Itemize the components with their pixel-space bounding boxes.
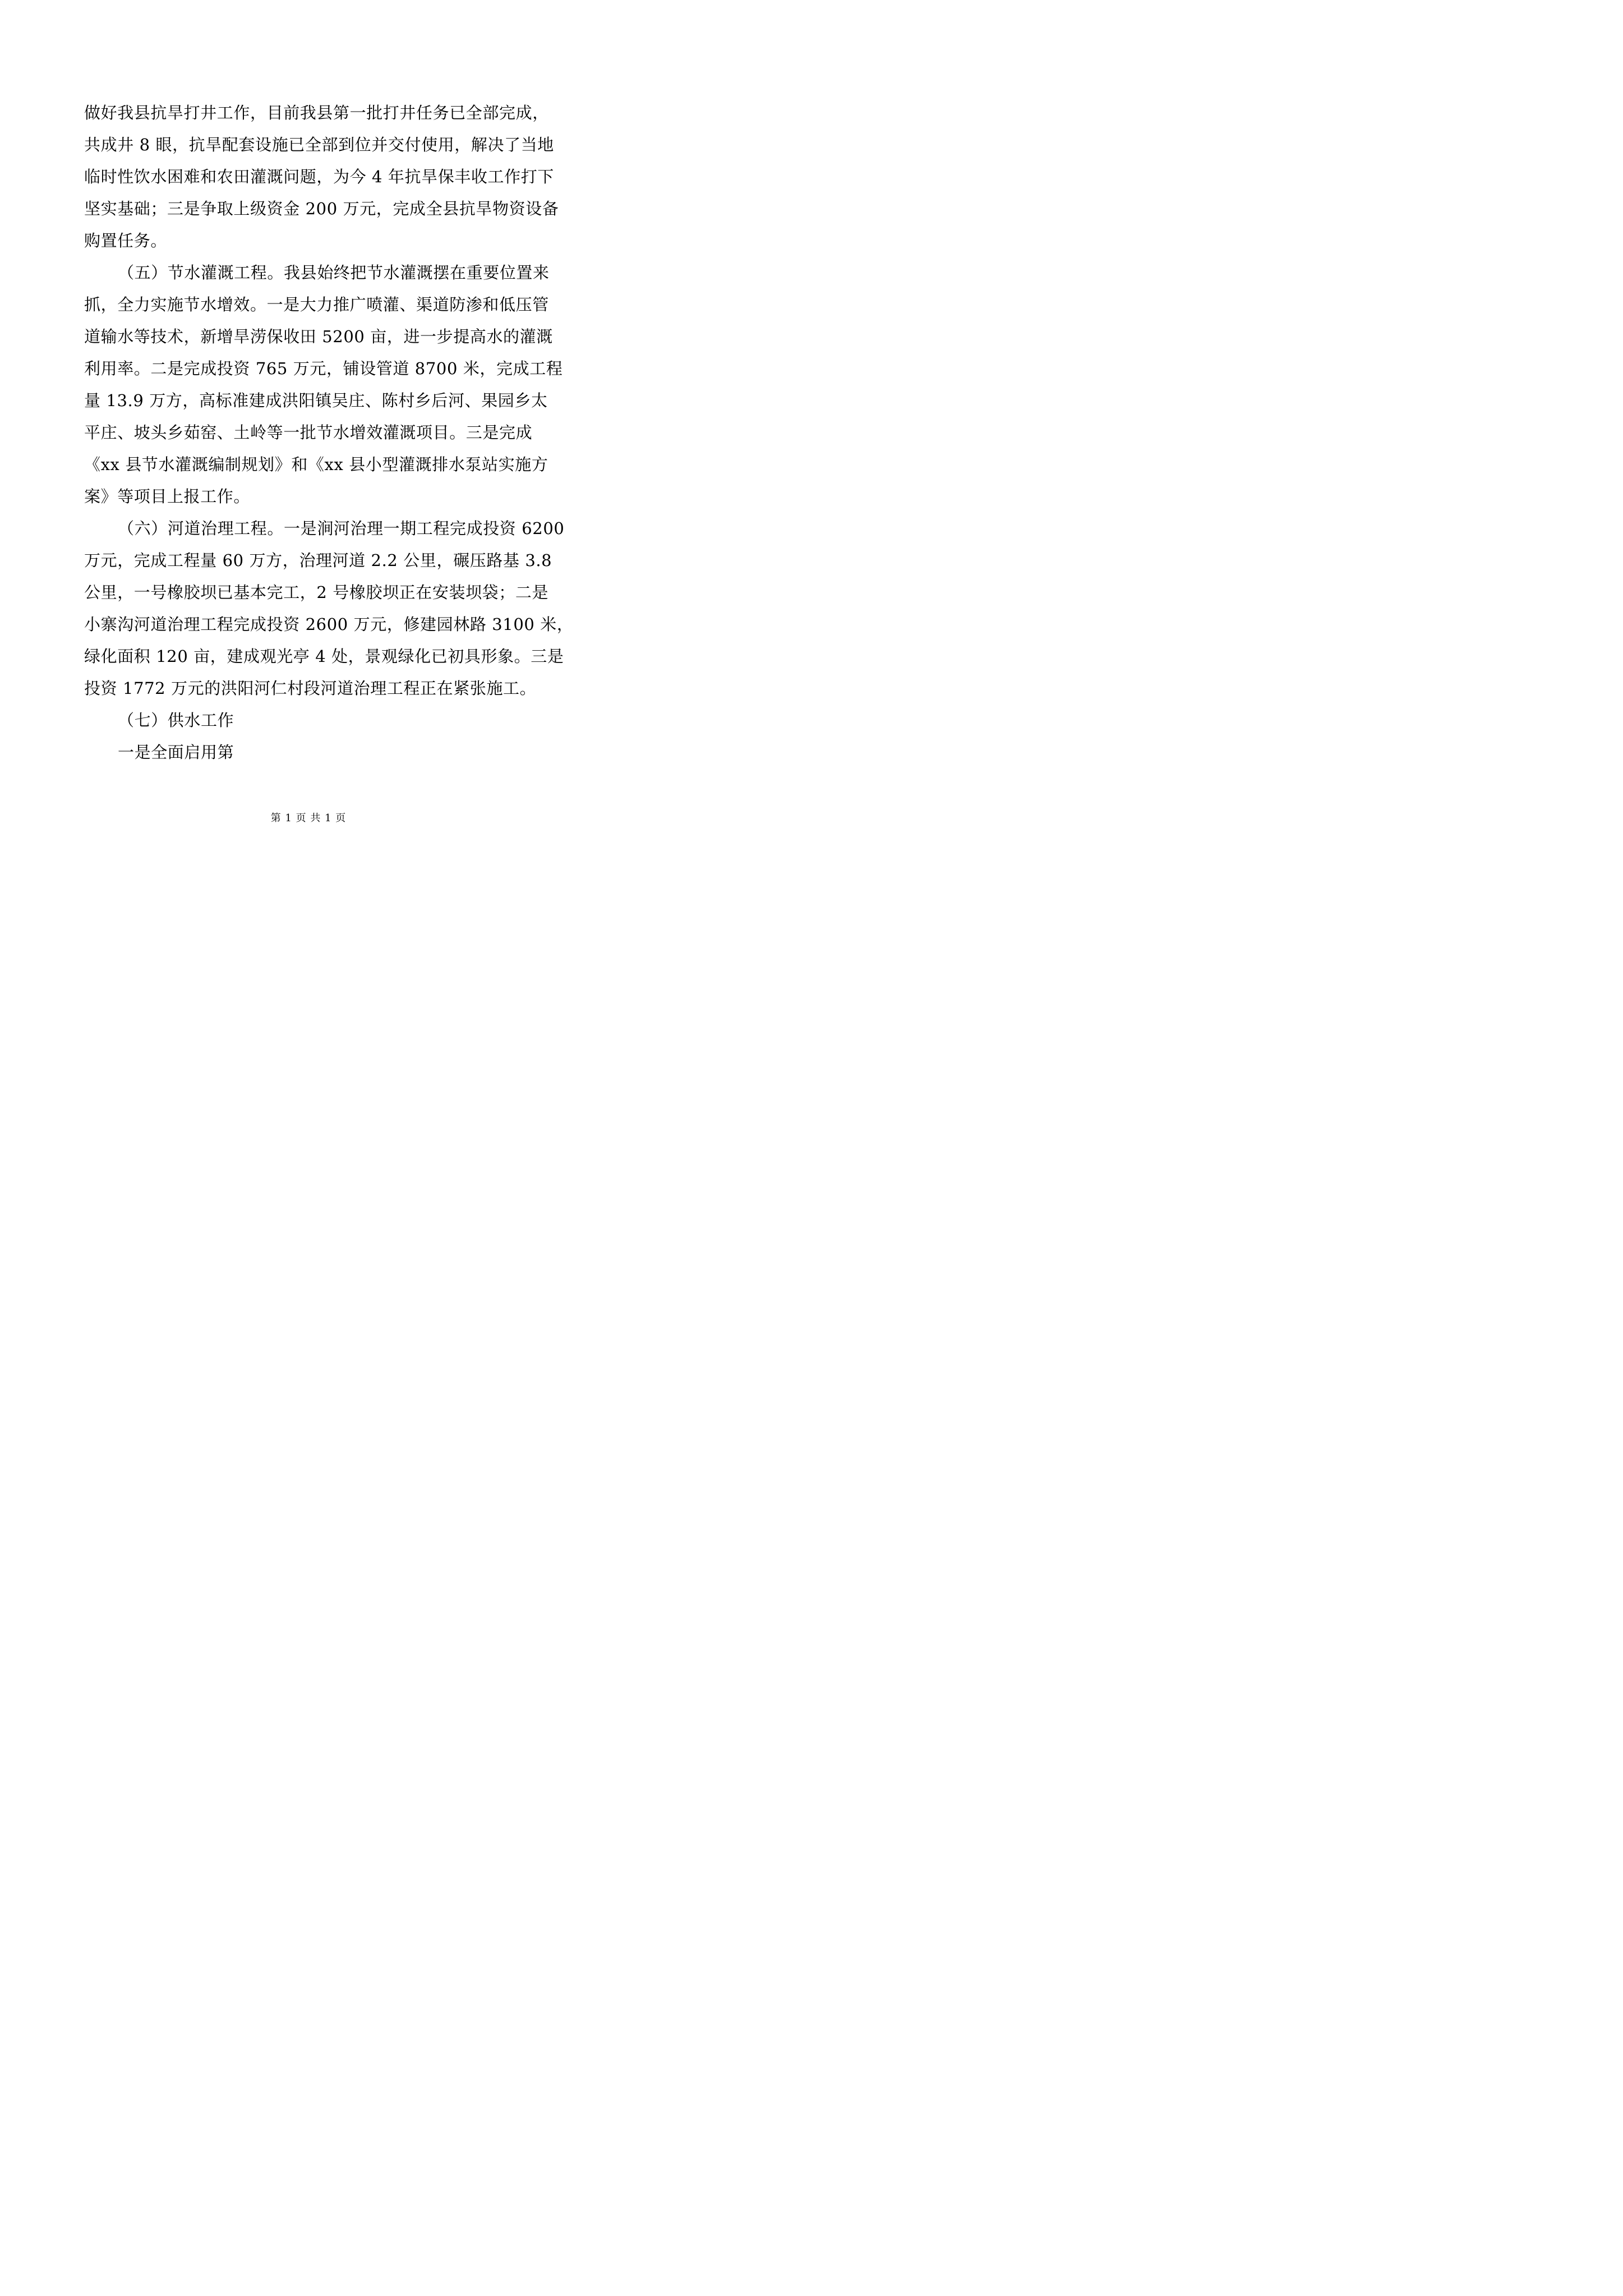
text-line: 抓，全力实施节水增效。一是大力推广喷灌、渠道防渗和低压管	[84, 295, 549, 314]
body-text	[84, 97, 574, 769]
text-line: 做好我县抗旱打井工作，目前我县第一批打井任务已全部完成，	[84, 103, 549, 122]
text-line: 案》等项目上报工作。	[84, 487, 251, 506]
text-line: 平庄、坡头乡茹窑、土岭等一批节水增效灌溉项目。三是完成	[84, 423, 533, 442]
page-number-footer: 第 1 页 共 1 页	[270, 812, 347, 824]
text-line: 临时性饮水困难和农田灌溉问题，为今 4 年抗旱保丰收工作打下	[84, 167, 554, 186]
document-page	[0, 0, 617, 873]
text-line: 投资 1772 万元的洪阳河仁村段河道治理工程正在紧张施工。	[84, 679, 537, 698]
text-line: 小寨沟河道治理工程完成投资 2600 万元，修建园林路 3100 米，	[84, 615, 574, 634]
text-line: 一是全面启用第	[118, 743, 234, 762]
section-heading-line: （七）供水工作	[118, 711, 234, 730]
section-heading-line: （六）河道治理工程。一是涧河治理一期工程完成投资 6200	[118, 519, 565, 538]
text-line: 利用率。二是完成投资 765 万元，铺设管道 8700 米，完成工程	[84, 359, 563, 378]
text-line: 绿化面积 120 亩，建成观光亭 4 处，景观绿化已初具形象。三是	[84, 647, 564, 666]
text-line: 万元，完成工程量 60 万方，治理河道 2.2 公里，碾压路基 3.8	[84, 551, 552, 570]
text-line: 共成井 8 眼，抗旱配套设施已全部到位并交付使用，解决了当地	[84, 135, 554, 154]
text-line: 公里，一号橡胶坝已基本完工，2 号橡胶坝正在安装坝袋；二是	[84, 583, 549, 602]
text-line: 道输水等技术，新增旱涝保收田 5200 亩，进一步提高水的灌溉	[84, 327, 553, 346]
text-line: 坚实基础；三是争取上级资金 200 万元，完成全县抗旱物资设备	[84, 199, 559, 218]
text-line: 《xx 县节水灌溉编制规划》和《xx 县小型灌溉排水泵站实施方	[84, 455, 548, 474]
text-line: 购置任务。	[84, 231, 168, 250]
text-line: 量 13.9 万方，高标准建成洪阳镇吴庄、陈村乡后河、果园乡太	[84, 391, 548, 410]
section-heading-line: （五）节水灌溉工程。我县始终把节水灌溉摆在重要位置来	[118, 263, 550, 282]
